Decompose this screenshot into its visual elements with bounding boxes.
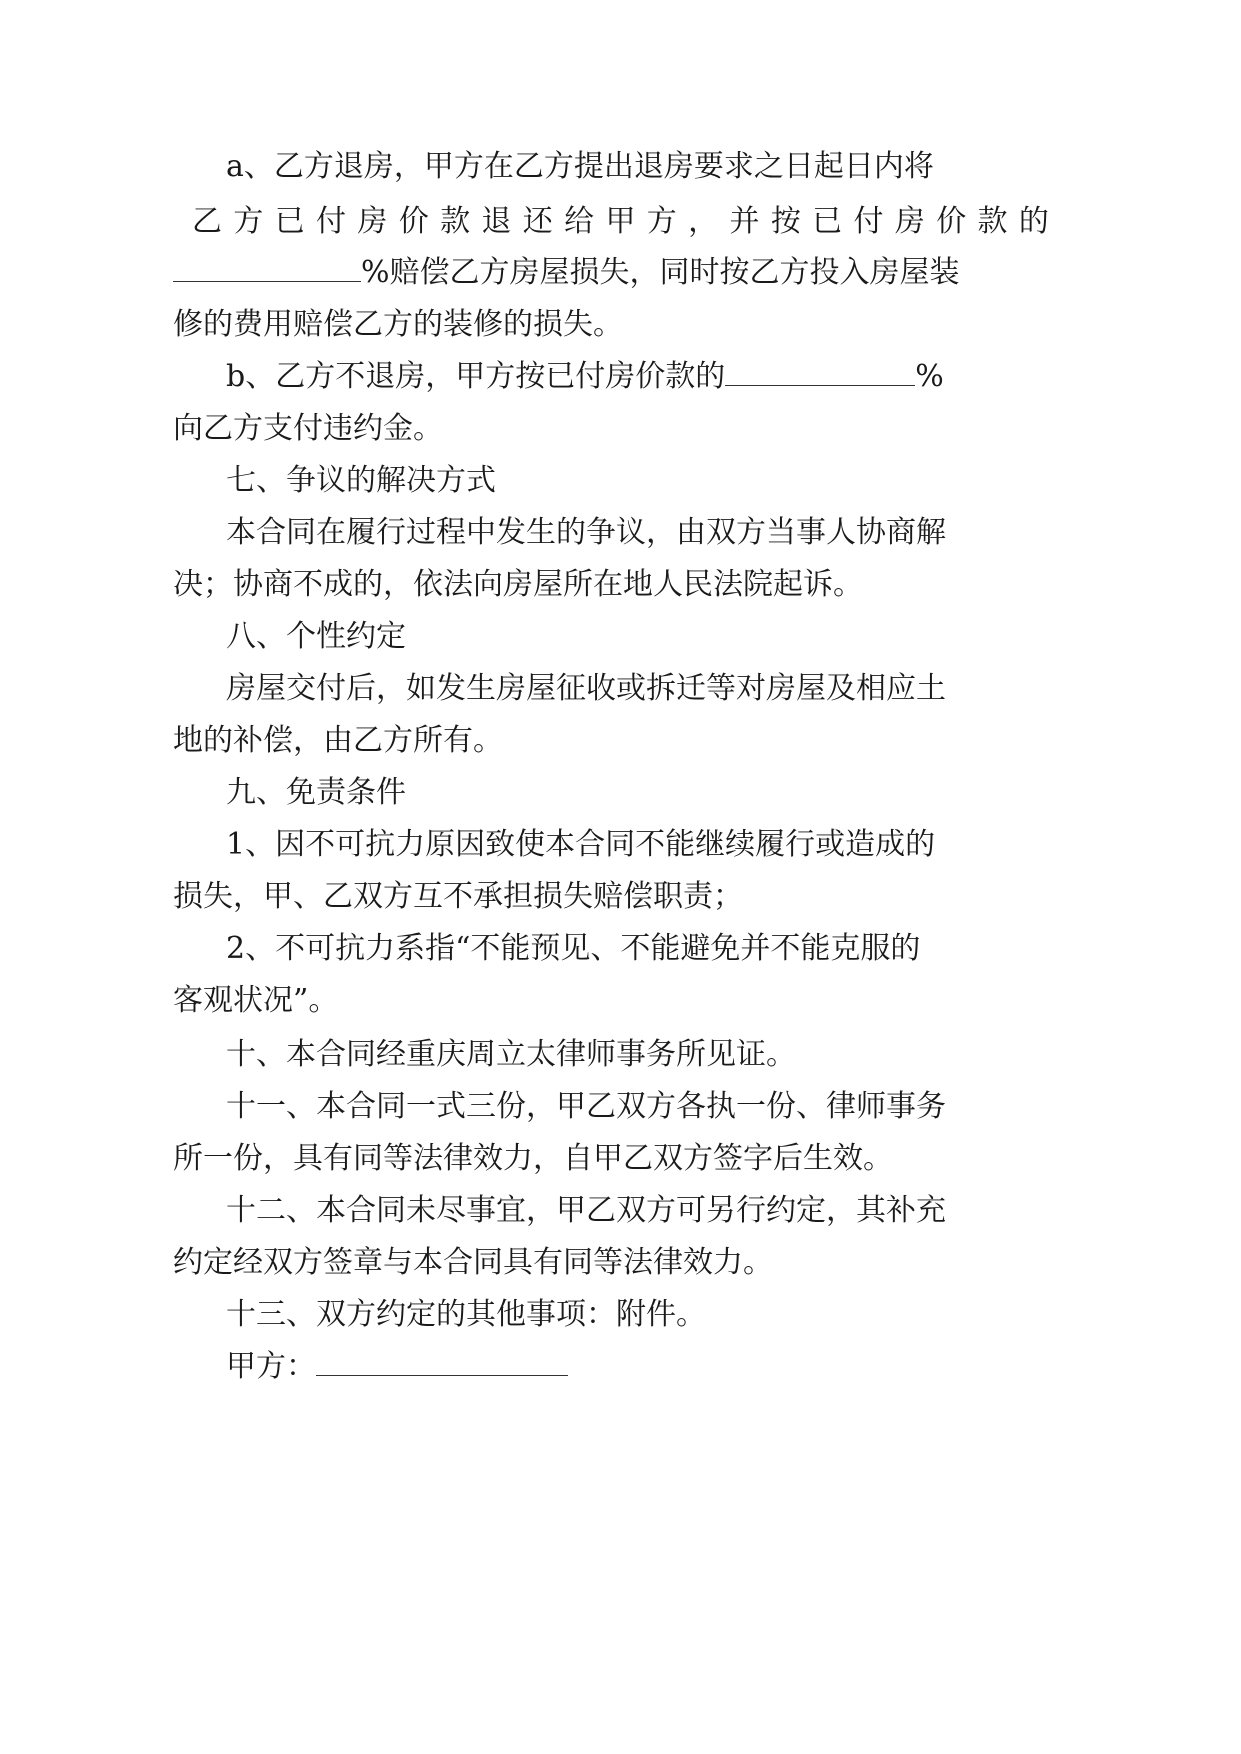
clause-a-line-3 [173, 244, 1241, 302]
section-8-line-2: 地的补偿，由乙方所有。 [173, 723, 503, 758]
clause-b-line-1-text: b、乙方不退房，甲方按已付房价款的 [226, 359, 726, 394]
clause-a-line-1: a、乙方退房，甲方在乙方提出退房要求之日起日内将 [226, 149, 934, 184]
section-8-heading: 八、个性约定 [226, 619, 406, 654]
clause-a-line-2: 乙 方 已 付 房 价 款 退 还 给 甲 方 ， 并 按 已 付 房 价 款 的 [192, 204, 1049, 239]
section-10: 十、本合同经重庆周立太律师事务所见证。 [226, 1037, 796, 1072]
section-7-line-2: 决；协商不成的，依法向房屋所在地人民法院起诉。 [173, 567, 863, 602]
section-9-item-2-line-2: 客观状况”。 [173, 983, 339, 1018]
clause-b-percent: % [915, 359, 944, 394]
section-7-line-1: 本合同在履行过程中发生的争议，由双方当事人协商解 [226, 515, 946, 550]
percentage-blank [173, 245, 361, 282]
section-9-heading: 九、免责条件 [226, 775, 406, 810]
section-9-item-1-line-2: 损失，甲、乙双方互不承担损失赔偿职责； [173, 879, 743, 914]
section-11-line-2: 所一份，具有同等法律效力，自甲乙双方签字后生效。 [173, 1141, 893, 1176]
section-12-line-1: 十二、本合同未尽事宜，甲乙双方可另行约定，其补充 [226, 1193, 946, 1228]
party-a-signature-line [226, 1338, 1241, 1396]
section-7-heading: 七、争议的解决方式 [226, 463, 496, 498]
section-8-line-1: 房屋交付后，如发生房屋征收或拆迁等对房屋及相应土 [226, 671, 946, 706]
section-12-line-2: 约定经双方签章与本合同具有同等法律效力。 [173, 1245, 773, 1280]
clause-b-line-2: 向乙方支付违约金。 [173, 411, 443, 446]
section-9-item-2-line-1: 2、不可抗力系指“不能预见、不能避免并不能克服的 [226, 931, 921, 966]
clause-a-line-4: 修的费用赔偿乙方的装修的损失。 [173, 307, 623, 342]
section-11-line-1: 十一、本合同一式三份，甲乙双方各执一份、律师事务 [226, 1089, 946, 1124]
party-a-label: 甲方： [226, 1349, 316, 1384]
penalty-percentage-blank [725, 349, 915, 386]
section-9-item-1-line-1: 1、因不可抗力原因致使本合同不能继续履行或造成的 [226, 827, 936, 862]
clause-b-line-1 [226, 348, 1241, 406]
section-13: 十三、双方约定的其他事项：附件。 [226, 1297, 706, 1332]
clause-a-line-3-text: %赔偿乙方房屋损失，同时按乙方投入房屋装 [361, 255, 960, 290]
party-a-signature-field[interactable] [316, 1339, 568, 1376]
